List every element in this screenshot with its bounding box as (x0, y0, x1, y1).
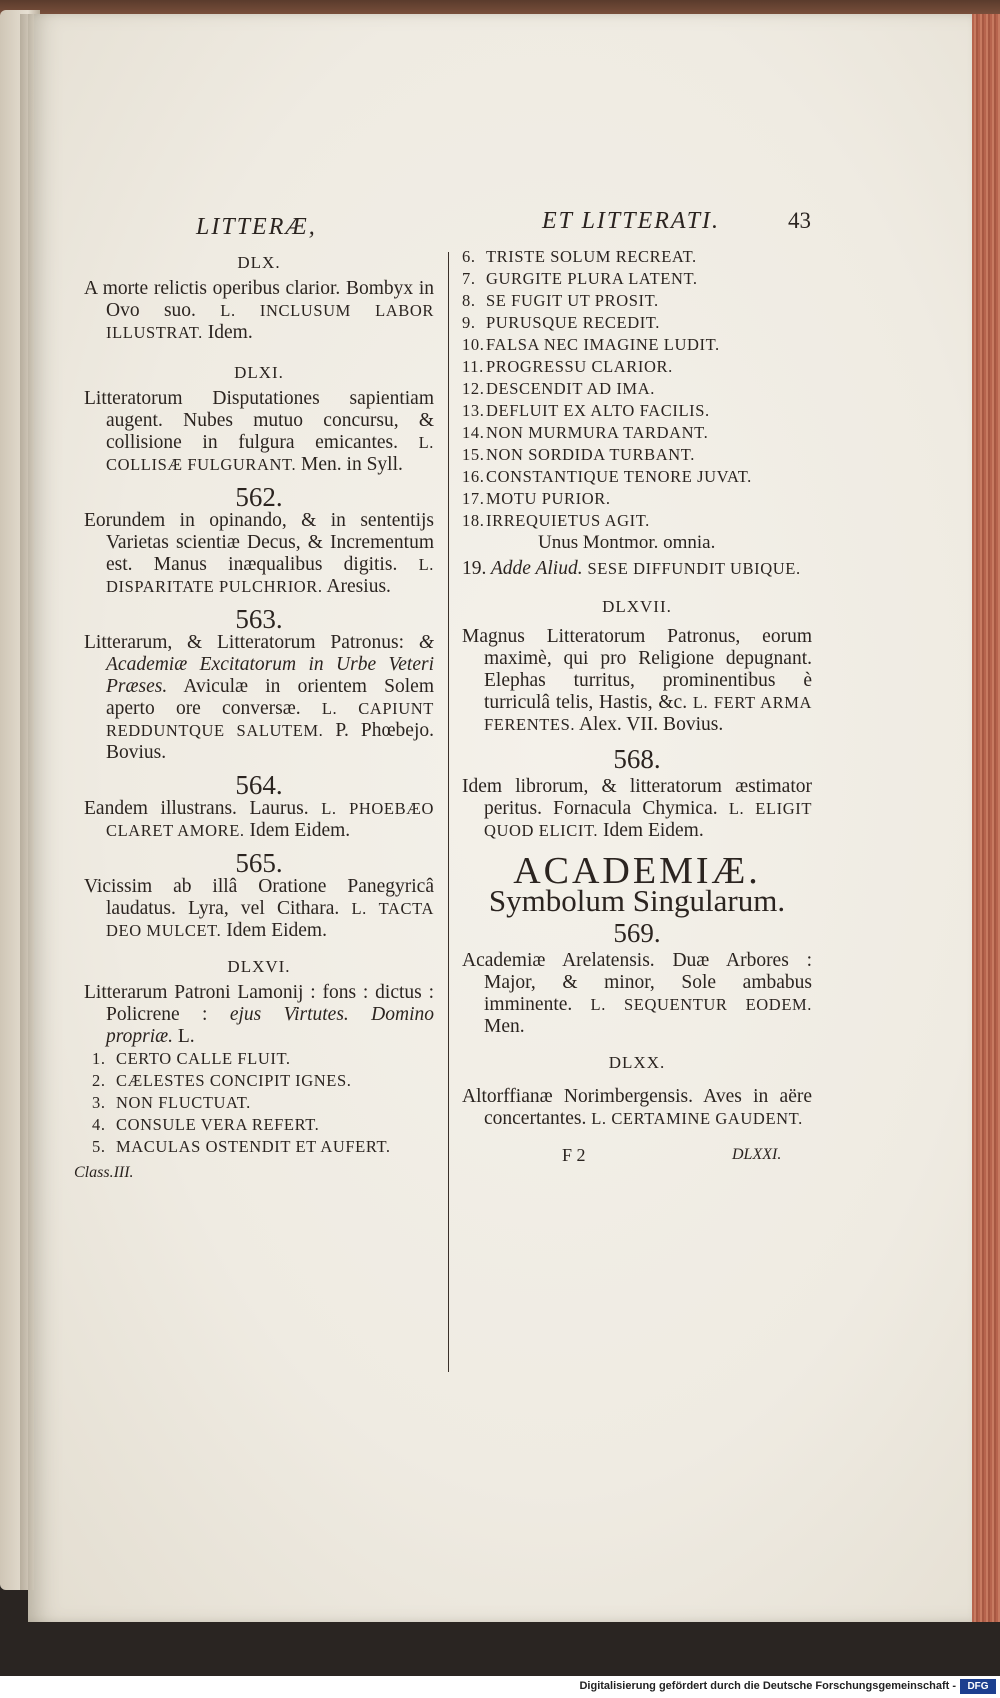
entry-number: DLXI. (234, 363, 284, 382)
entry-number: 562. (235, 482, 283, 512)
running-header-left: LITTERÆ, (196, 214, 317, 240)
list-item: 4. CONSULE VERA REFERT. (92, 1115, 320, 1134)
digitization-credit: Digitalisierung gefördert durch die Deutsche Forschungsgemeinschaft - (579, 1680, 956, 1692)
list-item: 1. CERTO CALLE FLUIT. (92, 1049, 291, 1068)
catchword: DLXXI. (732, 1146, 782, 1163)
entry-number: DLX. (237, 253, 281, 272)
motto-list (84, 1048, 434, 1158)
list-item: 15.NON SORDIDA TURBANT. (462, 445, 695, 464)
list-item: 10.FALSA NEC IMAGINE LUDIT. (462, 335, 720, 354)
entry-text: A morte relictis operibus clarior. Bombyx in Ovo suo. L. INCLUSUM LABOR ILLUSTRAT. Idem. (84, 278, 435, 343)
entry-text: Academiæ Arelatensis. Duæ Arbores : Major, & minor, Sole ambabus imminente. L. SEQUENTUR EODEM. Men. (462, 950, 812, 1037)
entry-number: 568. (613, 744, 661, 774)
list-item: 16.CONSTANTIQUE TENORE JUVAT. (462, 467, 752, 486)
entry-number: 565. (235, 848, 283, 878)
page-number: 43 (788, 208, 811, 233)
page-footer (462, 1144, 812, 1174)
list-item: 3. NON FLUCTUAT. (92, 1093, 251, 1112)
left-column (74, 252, 435, 1184)
list-item: 7. GURGITE PLURA LATENT. (462, 269, 698, 288)
list-item: 19. Adde Aliud. SESE DIFFUNDIT UBIQUE. (462, 558, 801, 579)
running-header-right: ET LITTERATI. (542, 208, 721, 234)
entry-text: Vicissim ab illâ Oratione Panegyricâ laudatus. Lyra, vel Cithara. L. TACTA DEO MULCET. Idem Eidem. (84, 876, 435, 941)
signature-mark: F 2 (562, 1145, 586, 1165)
list-item: 17.MOTU PURIOR. (462, 489, 611, 508)
list-note: Unus Montmor. omnia. (538, 532, 716, 553)
entry-text: Idem librorum, & litteratorum æstimator peritus. Fornacula Chymica. L. ELIGIT QUOD ELICIT. Idem Eidem. (462, 776, 813, 841)
signature-mark: Class.III. (74, 1164, 134, 1181)
entry-number: 564. (235, 770, 283, 800)
entry-number: 563. (235, 604, 283, 634)
list-item: 11. PROGRESSU CLARIOR. (462, 357, 673, 376)
entry-number: 569. (613, 918, 661, 948)
entry-number: DLXX. (608, 1053, 666, 1072)
list-item: 12.DESCENDIT AD IMA. (462, 379, 655, 398)
list-item: 5. MACULAS OSTENDIT ET AUFERT. (92, 1137, 391, 1156)
entry-number: DLXVII. (602, 597, 672, 616)
list-item: 14.NON MURMURA TARDANT. (462, 423, 709, 442)
list-item: 18.IRREQUIETUS AGIT. (462, 511, 650, 530)
page-fore-edge (972, 14, 1000, 1622)
list-item: 8. SE FUGIT UT PROSIT. (462, 291, 659, 310)
entry-text: Magnus Litteratorum Patronus, eorum maximè, qui pro Religione depugnant. Elephas turritus, prominentibus è turriculâ telis, Hastis, &c. L. FERT ARMA FERENTES. Alex. VII. Bovius. (462, 626, 812, 735)
column-divider (448, 252, 449, 1372)
section-title: ACADEMIÆ. (513, 850, 761, 892)
entry-text: Altorffianæ Norimbergensis. Aves in aëre concertantes. L. CERTAMINE GAUDENT. (462, 1086, 812, 1129)
entry-number: DLXVI. (227, 957, 291, 976)
motto-list (462, 246, 812, 532)
entry-text: Litteratorum Disputationes sapientiam augent. Nubes mutuo concursu, & collisione in fulgura emicantes. L. COLLISÆ FULGURANT. Men. in Syll. (84, 388, 435, 475)
list-item: 9. PURUSQUE RECEDIT. (462, 313, 660, 332)
list-item: 6. TRISTE SOLUM RECREAT. (462, 247, 697, 266)
entry-text: Litterarum, & Litteratorum Patronus: & Academiæ Excitatorum in Urbe Veteri Præses. Aviculæ in orientem Solem aperto ore conversæ. L. CAPIUNT REDDUNTQUE SALUTEM. P. Phœbejo. Bovius. (84, 632, 435, 763)
list-item: 2. CÆLESTES CONCIPIT IGNES. (92, 1071, 352, 1090)
list-item: 13.DEFLUIT EX ALTO FACILIS. (462, 401, 710, 420)
entry-text: Litterarum Patroni Lamonij : fons : dictus : Policrene : ejus Virtutes. Domino propriæ. L. (84, 982, 435, 1047)
section-subtitle: Symbolum Singularum. (488, 883, 786, 918)
dfg-logo: DFG (960, 1679, 996, 1694)
entry-text: Eandem illustrans. Laurus. L. PHOEBÆO CLARET AMORE. Idem Eidem. (84, 798, 434, 841)
entry-text: Eorundem in opinando, & in sententijs Varietas scientiæ Decus, & Incrementum est. Manus inæqualibus digitis. L. DISPARITATE PULCHRIOR. Aresius. (84, 510, 435, 597)
right-column (462, 246, 812, 1174)
spine-shadow (20, 14, 34, 1590)
